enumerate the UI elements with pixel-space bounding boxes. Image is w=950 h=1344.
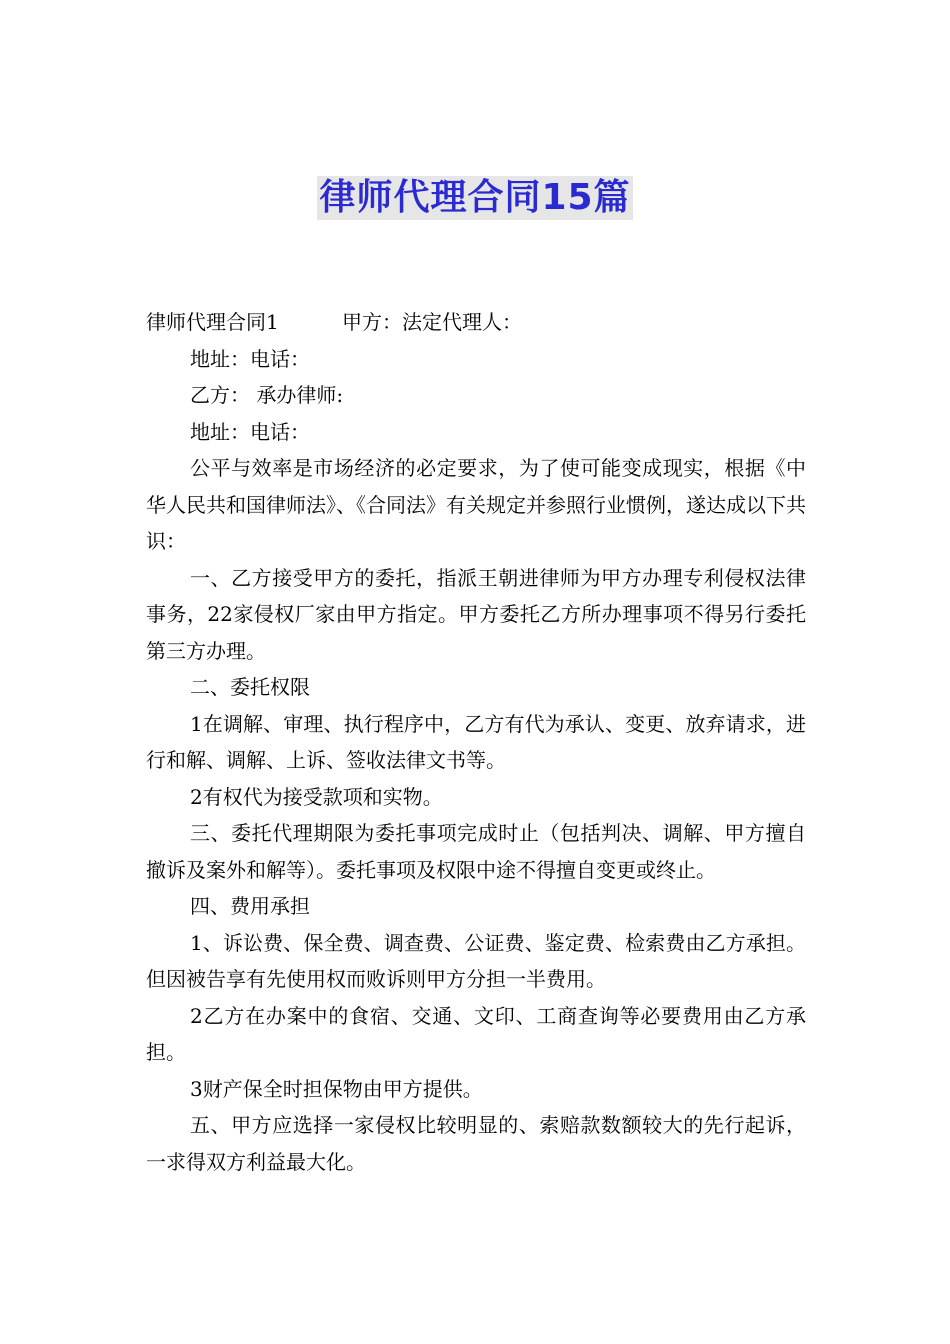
paragraph: 3财产保全时担保物由甲方提供。	[190, 1076, 483, 1101]
paragraph: 二、委托权限	[190, 675, 310, 699]
paragraph: 地址：电话：	[190, 346, 310, 371]
paragraph: 2乙方在办案中的食宿、交通、文印、工商查询等必要费用由乙方承担。	[146, 1003, 806, 1064]
paragraph: 1、诉讼费、保全费、调查费、公证费、鉴定费、检索费由乙方承担。但因被告享有先使用权而败诉则甲方分担一半费用。	[146, 930, 806, 991]
contract-header-line	[146, 304, 806, 341]
paragraph: 一、乙方接受甲方的委托，指派王朝进律师为甲方办理专利侵权法律事务，22家侵权厂家由甲方指定。甲方委托乙方所办理事项不得另行委托第三方办理。	[146, 565, 806, 663]
party-a-label: 甲方：法定代理人：	[342, 310, 522, 334]
title-wrapper	[0, 176, 950, 220]
paragraph: 四、费用承担	[190, 894, 310, 918]
paragraph: 2有权代为接受款项和实物。	[190, 784, 443, 809]
paragraph: 公平与效率是市场经济的必定要求，为了使可能变成现实，根据《中华人民共和国律师法》、《合同法》有关规定并参照行业惯例，遂达成以下共识：	[146, 456, 806, 553]
document-title: 律师代理合同15篇	[319, 177, 631, 218]
document-body	[146, 304, 806, 1180]
paragraph: 五、甲方应选择一家侵权比较明显的、索赔款数额较大的先行起诉，一求得双方利益最大化。	[146, 1113, 806, 1174]
contract-number-label: 律师代理合同1	[146, 310, 279, 334]
paragraph: 乙方： 承办律师:	[190, 383, 344, 407]
paragraph: 1在调解、审理、执行程序中，乙方有代为承认、变更、放弃请求，进行和解、调解、上诉、签收法律文书等。	[146, 711, 806, 772]
paragraph: 地址：电话：	[190, 419, 310, 444]
paragraph: 三、委托代理期限为委托事项完成时止（包括判决、调解、甲方擅自撤诉及案外和解等）。委托事项及权限中途不得擅自变更或终止。	[146, 821, 806, 882]
